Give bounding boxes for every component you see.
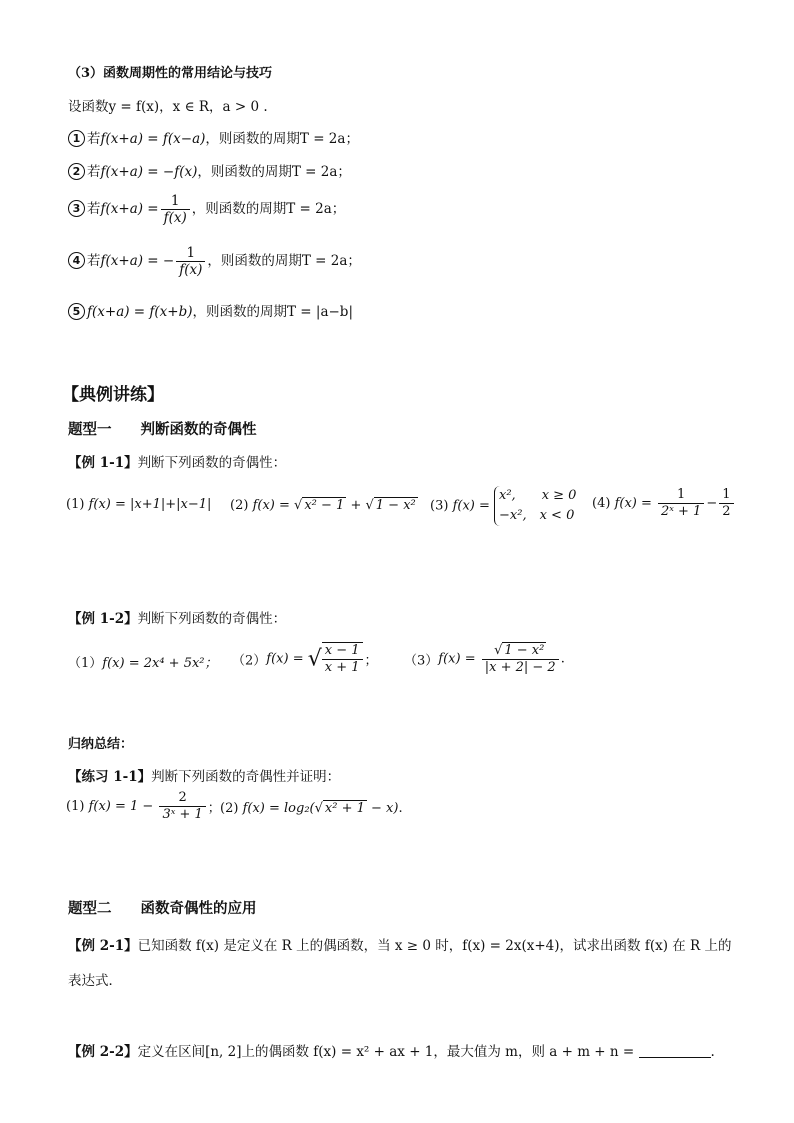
pr11-item-2: (2) f(x) = log₂(√ x² + 1 − x). bbox=[220, 801, 403, 816]
example-1-1: 【例 1-1】判断下列函数的奇偶性： bbox=[68, 455, 287, 471]
type2-title: 题型二 函数奇偶性的应用 bbox=[68, 900, 257, 917]
example-label: 【例 2-1】 bbox=[68, 938, 138, 954]
ex11-item-4: (4) f(x) = $\frac{1}{\text{2ˣ + 1}}$ − $\frac{1}{2}$ bbox=[592, 487, 736, 520]
ex12-item-3: （3）f(x) = $\frac{\text{√ 1 − x²}}{|x + 2| - 2}$ . bbox=[404, 643, 565, 675]
ex11-item-2: (2) f(x) = √ x² − 1 + √ 1 − x² bbox=[230, 498, 416, 513]
pr11-item-1: (1) f(x) = 1 − $\frac{2}{\text{3ˣ + 1}}$ ； bbox=[66, 790, 221, 822]
examples-heading: 【典例讲练】 bbox=[62, 385, 164, 405]
ex11-item-1: (1) f(x) = |x+1|+|x−1| bbox=[66, 497, 212, 512]
practice-label: 【练习 1-1】 bbox=[68, 769, 152, 785]
rule-3: 3 若f(x+a) = $\frac{1}{f(x)}$ ，则函数的周期T = 2a； bbox=[68, 193, 345, 226]
circled-number: 3 bbox=[68, 200, 85, 217]
example-1-2: 【例 1-2】判断下列函数的奇偶性： bbox=[68, 611, 287, 627]
example-label: 【例 2-2】 bbox=[68, 1044, 138, 1060]
section-intro: 设函数y = f(x)，x ∈ R，a > 0 . bbox=[68, 99, 268, 115]
piecewise-brace: x², x ≥ 0 −x², x < 0 bbox=[494, 486, 576, 526]
example-2-2: 【例 2-2】定义在区间[n, 2]上的偶函数 f(x) = x² + ax + 1，最大值为 m，则 a + m + n = . bbox=[68, 1044, 715, 1060]
circled-number: 4 bbox=[68, 252, 85, 269]
circled-number: 1 bbox=[68, 130, 85, 147]
section-title: （3）函数周期性的常用结论与技巧 bbox=[68, 66, 273, 81]
example-label: 【例 1-1】 bbox=[68, 455, 138, 471]
rule-4: 4 若f(x+a) = − $\frac{1}{f(x)}$ ，则函数的周期T = 2a； bbox=[68, 245, 361, 278]
fraction: $\frac{1}{f(x)}$ bbox=[176, 245, 205, 278]
ex12-item-2: （2）f(x) = √ $\frac{x - 1}{x + 1}$ ； bbox=[232, 643, 378, 675]
example-2-1: 【例 2-1】已知函数 f(x) 是定义在 R 上的偶函数，当 x ≥ 0 时，f(x) = 2x(x+4)，试求出函数 f(x) 在 R 上的 bbox=[68, 938, 732, 954]
rule-2: 2 若f(x+a) = −f(x)，则函数的周期T = 2a； bbox=[68, 160, 351, 180]
fraction: $\frac{1}{f(x)}$ bbox=[161, 193, 190, 226]
ex11-item-3: (3) f(x) = x², x ≥ 0 −x², x < 0 bbox=[430, 486, 576, 526]
example-label: 【例 1-2】 bbox=[68, 611, 138, 627]
answer-blank[interactable] bbox=[639, 1057, 711, 1058]
practice-1-1: 【练习 1-1】判断下列函数的奇偶性并证明： bbox=[68, 769, 341, 785]
ex12-item-1: （1）f(x) = 2x⁴ + 5x²； bbox=[68, 656, 218, 671]
rule-1: 1 若f(x+a) = f(x−a)，则函数的周期T = 2a； bbox=[68, 127, 359, 147]
type1-title: 题型一 判断函数的奇偶性 bbox=[68, 421, 257, 438]
summary-label: 归纳总结： bbox=[68, 737, 134, 752]
circled-number: 2 bbox=[68, 163, 85, 180]
circled-number: 5 bbox=[68, 303, 85, 320]
example-2-1-continued: 表达式． bbox=[68, 973, 122, 989]
rule-5: 5 f(x+a) = f(x+b)，则函数的周期T = |a−b| bbox=[68, 300, 353, 320]
